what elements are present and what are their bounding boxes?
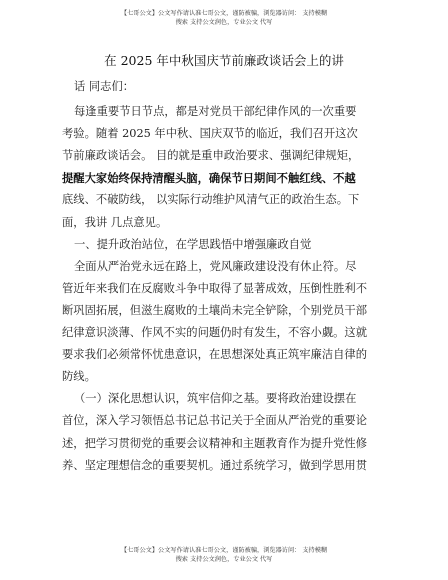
paragraph-line: 首位，深入学习领悟总书记总书记关于全面从严治党的重要论 xyxy=(62,414,368,428)
paragraph-line: 考验。随着 2025 年中秋、国庆双节的临近，我们召开这次 xyxy=(62,127,358,141)
paragraph-subsection-1 xyxy=(62,388,392,476)
paragraph-line: 养、坚定理想信念的重要契机。通过系统学习，做到学思用贯 xyxy=(62,458,368,472)
header-line-2: 搜索 支持公文润色，专业公文 代写 xyxy=(175,19,273,26)
paragraph-line: （一）深化思想认识，筑牢信仰之基。要将政治建设摆在 xyxy=(74,392,357,406)
document-title: 在 2025 年中秋国庆节前廉政谈话会上的讲 xyxy=(104,53,344,68)
paragraph-line: 纪律意识淡薄、作风不实的问题仍时有发生，不容小觑。这就 xyxy=(62,326,368,340)
paragraph-line: 提醒大家始终保持清醒头脑，确保节日期间不触红线、不越 xyxy=(62,171,356,186)
header-line-1: 【七哥公文】公文写作请认准七哥公文，谨防被骗，浏览器访问： 支持模糊 xyxy=(120,10,328,17)
page-header-watermark xyxy=(0,9,448,27)
section-heading-1: 一、提升政治站位，在学思践悟中增强廉政自觉 xyxy=(74,237,312,251)
paragraph-line: 断巩固拓展，但滋生腐败的土壤尚未完全铲除，个别党员干部 xyxy=(62,303,368,317)
page-footer-watermark xyxy=(0,546,448,564)
paragraph-line: 底线、不破防线， 以实际行动维护风清气正的政治生态。下 xyxy=(62,193,360,207)
footer-line-2: 搜索 支持公文润色，专业公文 代写 xyxy=(175,556,273,563)
paragraph-line: 面，我讲 几点意见。 xyxy=(62,215,168,229)
paragraph-line: 每逢重要节日节点，都是对党员干部纪律作风的一次重要 xyxy=(74,105,357,119)
paragraph-intro xyxy=(62,101,392,234)
paragraph-line: 述，把学习贯彻党的重要会议精神和主题教育作为提升党性修 xyxy=(62,436,368,450)
paragraph-line: 全面从严治党永远在路上，党风廉政建设没有休止符。尽 xyxy=(74,259,357,273)
paragraph-line: 管近年来我们在反腐败斗争中取得了显著成效，压倒性胜利不 xyxy=(62,281,368,295)
footer-line-1: 【七哥公文】公文写作请认准七哥公文，谨防被骗，浏览器访问： 支持模糊 xyxy=(120,547,328,554)
paragraph-line: 节前廉政谈话会。 目的就是重申政治要求、强调纪律规矩， xyxy=(62,149,360,163)
paragraph-line: 要求我们必须常怀忧患意识，在思想深处真正筑牢廉洁自律的 xyxy=(62,348,368,362)
document-body xyxy=(62,76,392,477)
salutation: 话 同志们： xyxy=(74,80,135,93)
paragraph-section-1 xyxy=(62,256,392,389)
paragraph-line: 防线。 xyxy=(62,370,96,384)
